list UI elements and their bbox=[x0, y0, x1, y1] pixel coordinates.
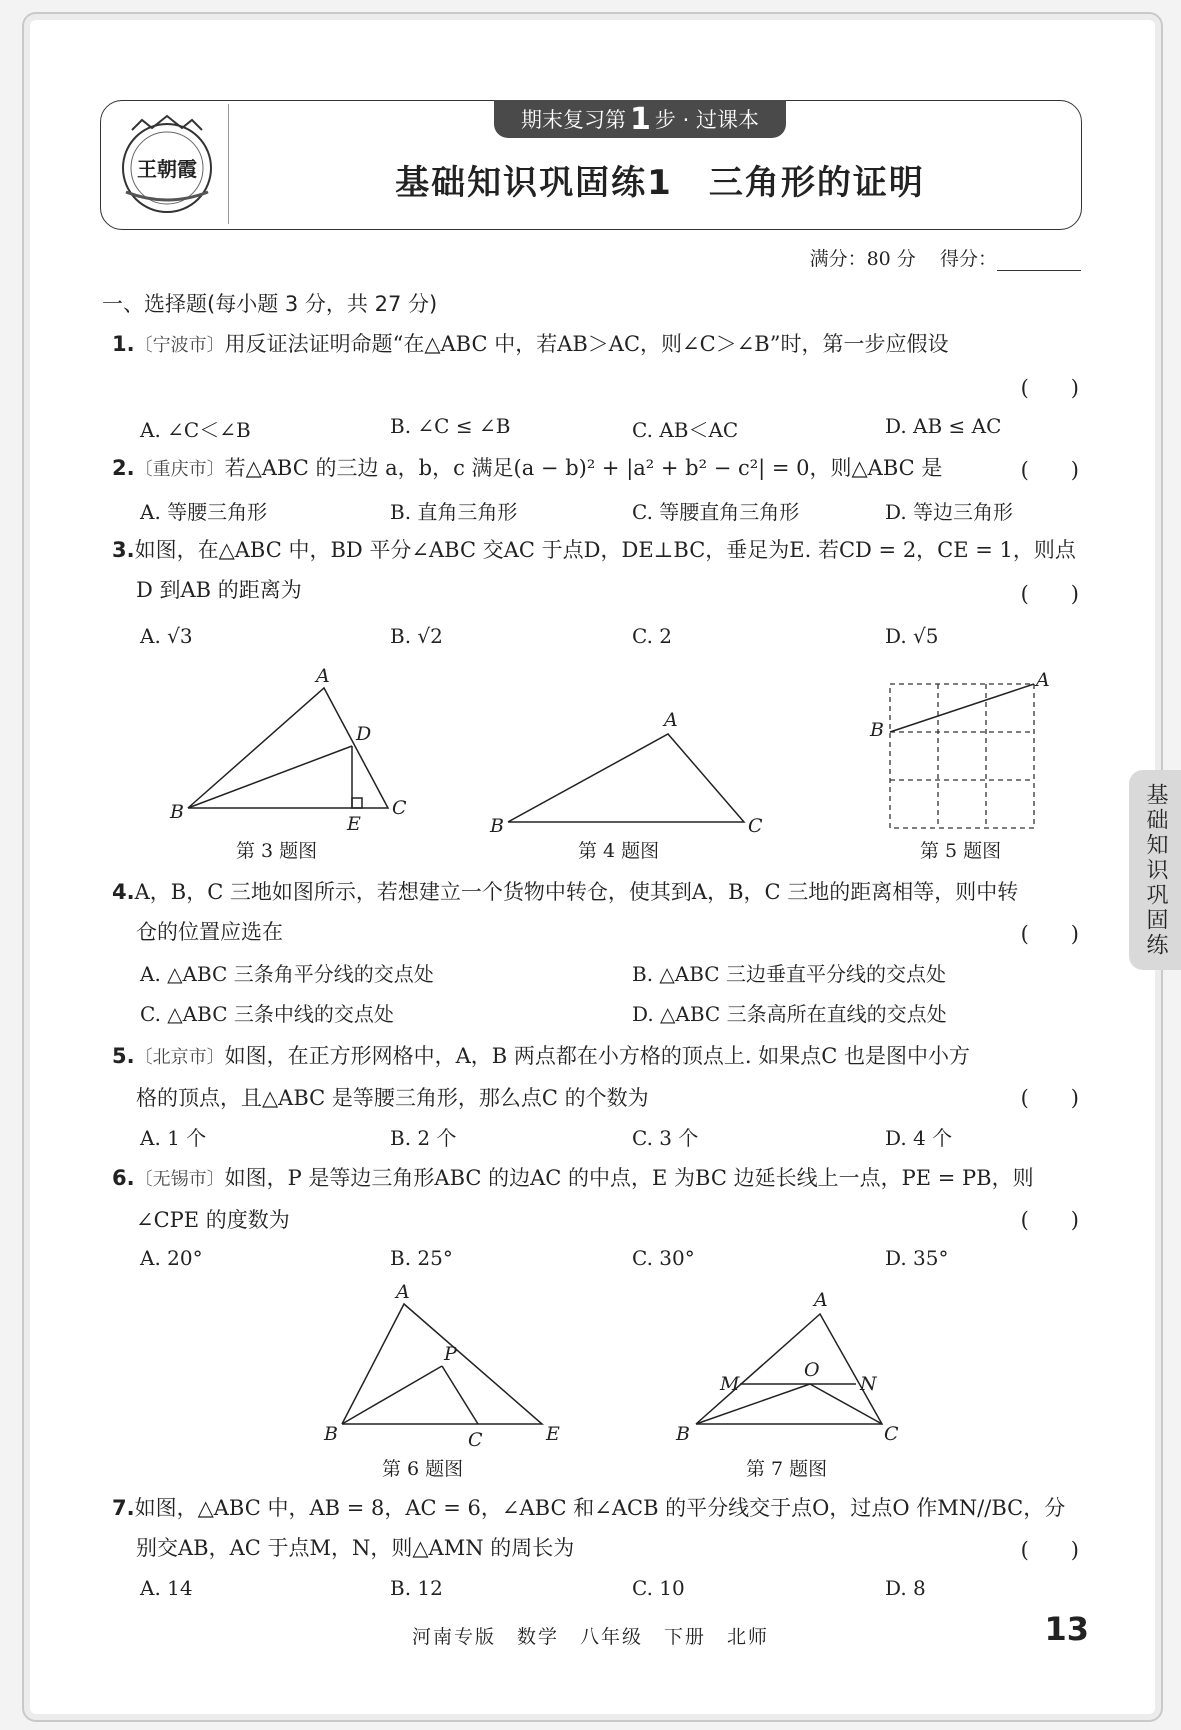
q4-num: 4. bbox=[112, 880, 135, 904]
q7-text-2: 别交AB，AC 于点M，N，则△AMN 的周长为 bbox=[136, 1536, 575, 1560]
q1-opt-b[interactable]: B. ∠C ≤ ∠B bbox=[390, 414, 511, 438]
q5-num: 5. bbox=[112, 1044, 135, 1068]
question-5 bbox=[112, 1036, 1082, 1118]
q5-opt-b[interactable]: B. 2 个 bbox=[390, 1126, 457, 1150]
q6-source: 〔无锡市〕 bbox=[134, 1169, 225, 1190]
fig6-label-a: A bbox=[396, 1284, 410, 1303]
q4-opt-a[interactable]: A. △ABC 三条角平分线的交点处 bbox=[140, 962, 434, 986]
q2-opt-d[interactable]: D. 等边三角形 bbox=[885, 500, 1014, 524]
section-heading: 一、选择题(每小题 3 分，共 27 分) bbox=[102, 292, 438, 316]
footer: 河南专版 数学 八年级 下册 北师 bbox=[411, 1626, 769, 1648]
question-6 bbox=[112, 1158, 1082, 1240]
q7-num: 7. bbox=[112, 1496, 135, 1520]
q7-opt-a[interactable]: A. 14 bbox=[140, 1576, 193, 1600]
q3-num: 3. bbox=[112, 538, 135, 562]
q3-opt-d[interactable]: D. √5 bbox=[885, 624, 939, 648]
fig3-label-a: A bbox=[316, 665, 330, 687]
q7-opt-b[interactable]: B. 12 bbox=[390, 1576, 443, 1600]
q3-text-2: D 到AB 的距离为 bbox=[136, 578, 302, 602]
q7-opt-d[interactable]: D. 8 bbox=[885, 1576, 926, 1600]
fig7-label-n: N bbox=[860, 1373, 877, 1395]
fig7-label-a: A bbox=[814, 1290, 828, 1311]
fig3-label-e: E bbox=[347, 813, 361, 835]
q5-opt-a[interactable]: A. 1 个 bbox=[140, 1126, 207, 1150]
figure-4 bbox=[486, 700, 766, 840]
fig6-caption: 第 6 题图 bbox=[382, 1458, 464, 1480]
score-blank[interactable] bbox=[997, 270, 1081, 271]
q2-opt-c[interactable]: C. 等腰直角三角形 bbox=[632, 500, 800, 524]
fig7-caption: 第 7 题图 bbox=[746, 1458, 828, 1480]
q1-text: 用反证法证明命题“在△ABC 中，若AB＞AC，则∠C＞∠B”时，第一步应假设 bbox=[224, 332, 949, 356]
fig6-label-c: C bbox=[468, 1429, 483, 1451]
q5-opt-c[interactable]: C. 3 个 bbox=[632, 1126, 699, 1150]
q4-answer-paren[interactable]: ( ) bbox=[1020, 922, 1079, 946]
fig7-label-c: C bbox=[884, 1423, 899, 1445]
q1-answer-paren[interactable]: ( ) bbox=[1020, 376, 1079, 400]
step-prefix: 期末复习第 bbox=[521, 108, 627, 132]
q2-num: 2. bbox=[112, 456, 135, 480]
fig3-caption: 第 3 题图 bbox=[236, 840, 318, 862]
fig3-label-c: C bbox=[392, 797, 407, 819]
q2-opt-b[interactable]: B. 直角三角形 bbox=[390, 500, 518, 524]
q2-source: 〔重庆市〕 bbox=[134, 459, 225, 480]
q1-num: 1. bbox=[112, 332, 135, 356]
q5-opt-d[interactable]: D. 4 个 bbox=[885, 1126, 953, 1150]
question-7 bbox=[112, 1488, 1082, 1568]
q6-answer-paren[interactable]: ( ) bbox=[1020, 1208, 1079, 1232]
page-number: 13 bbox=[1044, 1610, 1089, 1648]
fig6-label-e: E bbox=[546, 1423, 560, 1445]
side-tab: 基础知识巩固练 bbox=[1129, 770, 1181, 970]
step-num: 1 bbox=[630, 101, 651, 137]
page-title: 基础知识巩固练1 三角形的证明 bbox=[395, 163, 925, 203]
fig6-label-p: P bbox=[444, 1343, 457, 1365]
got-score-label: 得分： bbox=[939, 248, 997, 270]
q6-opt-b[interactable]: B. 25° bbox=[390, 1246, 453, 1270]
fig3-label-b: B bbox=[170, 801, 184, 823]
q6-text-2: ∠CPE 的度数为 bbox=[136, 1208, 290, 1232]
question-3 bbox=[112, 530, 1082, 610]
fig4-caption: 第 4 题图 bbox=[578, 840, 660, 862]
q2-answer-paren[interactable]: ( ) bbox=[1020, 458, 1079, 482]
q2-text: 若△ABC 的三边 a，b，c 满足(a − b)² + |a² + b² − c²| = 0，则△ABC 是 bbox=[224, 456, 943, 480]
logo-text: 王朝霞 bbox=[137, 157, 197, 181]
fig5-label-b: B bbox=[870, 719, 884, 741]
q6-num: 6. bbox=[112, 1166, 135, 1190]
q6-opt-d[interactable]: D. 35° bbox=[885, 1246, 949, 1270]
q7-answer-paren[interactable]: ( ) bbox=[1020, 1538, 1079, 1562]
q1-source: 〔宁波市〕 bbox=[134, 335, 225, 356]
q6-text: 如图，P 是等边三角形ABC 的边AC 的中点，E 为BC 边延长线上一点，PE = PB，则 bbox=[224, 1166, 1034, 1190]
q3-opt-c[interactable]: C. 2 bbox=[632, 624, 673, 648]
q5-text-2: 格的顶点，且△ABC 是等腰三角形，那么点C 的个数为 bbox=[136, 1086, 649, 1110]
fig3-label-d: D bbox=[356, 723, 372, 745]
q6-opt-a[interactable]: A. 20° bbox=[140, 1246, 203, 1270]
figure-3 bbox=[160, 660, 420, 840]
fig5-caption: 第 5 题图 bbox=[920, 840, 1002, 862]
q6-opt-c[interactable]: C. 30° bbox=[632, 1246, 695, 1270]
figure-7 bbox=[672, 1290, 912, 1450]
score-line bbox=[810, 244, 1081, 271]
fig6-label-b: B bbox=[324, 1423, 338, 1445]
q1-opt-d[interactable]: D. AB ≤ AC bbox=[885, 414, 1002, 438]
figure-5 bbox=[866, 664, 1056, 834]
q4-opt-c[interactable]: C. △ABC 三条中线的交点处 bbox=[140, 1002, 394, 1026]
q3-opt-b[interactable]: B. √2 bbox=[390, 624, 443, 648]
logo-seal bbox=[112, 108, 222, 218]
fig7-label-m: M bbox=[720, 1373, 740, 1395]
fig4-label-a: A bbox=[664, 709, 678, 731]
q5-answer-paren[interactable]: ( ) bbox=[1020, 1086, 1079, 1110]
question-4 bbox=[112, 872, 1082, 952]
step-tab bbox=[494, 100, 786, 138]
q4-text-2: 仓的位置应选在 bbox=[136, 920, 283, 944]
q7-opt-c[interactable]: C. 10 bbox=[632, 1576, 685, 1600]
q4-opt-d[interactable]: D. △ABC 三条高所在直线的交点处 bbox=[632, 1002, 947, 1026]
fig7-label-o: O bbox=[804, 1359, 820, 1381]
q2-opt-a[interactable]: A. 等腰三角形 bbox=[140, 500, 268, 524]
q4-text: A，B，C 三地如图所示，若想建立一个货物中转仓，使其到A，B，C 三地的距离相等，则中转 bbox=[134, 880, 1019, 904]
q1-opt-a[interactable]: A. ∠C＜∠B bbox=[140, 418, 251, 442]
q5-text: 如图，在正方形网格中，A，B 两点都在小方格的顶点上. 如果点C 也是图中小方 bbox=[224, 1044, 970, 1068]
full-score: 满分：80 分 bbox=[809, 248, 916, 270]
q4-opt-b[interactable]: B. △ABC 三边垂直平分线的交点处 bbox=[632, 962, 946, 986]
question-1 bbox=[112, 324, 1082, 366]
q5-source: 〔北京市〕 bbox=[134, 1047, 225, 1068]
q3-text: 如图，在△ABC 中，BD 平分∠ABC 交AC 于点D，DE⊥BC，垂足为E. 若CD = 2，CE = 1，则点 bbox=[134, 538, 1076, 562]
figure-6 bbox=[318, 1284, 578, 1454]
step-suffix: 步 · 过课本 bbox=[654, 108, 759, 132]
q7-text: 如图，△ABC 中，AB = 8，AC = 6，∠ABC 和∠ACB 的平分线交于点O，过点O 作MN//BC，分 bbox=[134, 1496, 1066, 1520]
q3-answer-paren[interactable]: ( ) bbox=[1020, 582, 1079, 606]
fig4-label-c: C bbox=[748, 815, 763, 837]
fig5-label-a: A bbox=[1036, 669, 1050, 691]
q3-opt-a[interactable]: A. √3 bbox=[140, 624, 193, 648]
fig4-label-b: B bbox=[490, 815, 504, 837]
question-2 bbox=[112, 448, 1082, 490]
logo-divider bbox=[228, 104, 229, 224]
q1-opt-c[interactable]: C. AB＜AC bbox=[632, 418, 739, 442]
fig7-label-b: B bbox=[676, 1423, 690, 1445]
